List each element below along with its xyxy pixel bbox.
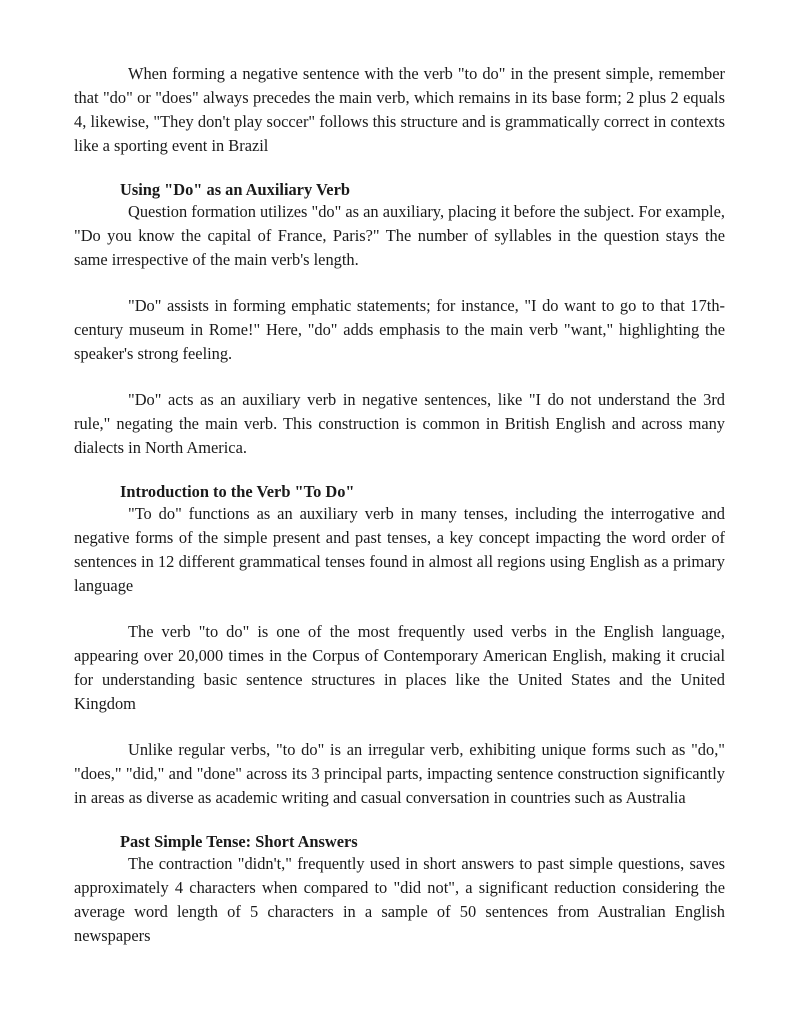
- paragraph: "Do" acts as an auxiliary verb in negative sentences, like "I do not understand the 3rd rule," negating the main verb. This construction is common in British English and across many dialects in North America.: [74, 390, 725, 457]
- paragraph: The verb "to do" is one of the most frequently used verbs in the English language, appearing over 20,000 times in the Corpus of Contemporary American English, making it crucial for understanding basic sentence structures in places like the United States and the United Kingdom: [74, 622, 725, 713]
- spacer: [74, 272, 725, 294]
- paragraph: Unlike regular verbs, "to do" is an irregular verb, exhibiting unique forms such as "do," "does," "did," and "done" across its 3 principal parts, impacting sentence construction significantly in areas as diverse as academic writing and casual conversation in countries such as Australia: [74, 740, 725, 807]
- spacer: [74, 810, 725, 832]
- intro-paragraph: When forming a negative sentence with the verb "to do" in the present simple, remember that "do" or "does" always precedes the main verb, which remains in its base form; 2 plus 2 equals 4, likewise, "They don't play soccer" follows this structure and is grammatically correct in contexts like a sporting event in Brazil: [74, 64, 725, 155]
- spacer: [74, 158, 725, 180]
- paragraph: "To do" functions as an auxiliary verb in many tenses, including the interrogative and negative forms of the simple present and past tenses, a key concept impacting the word order of sentences in 12 different grammatical tenses found in almost all regions using English as a primary language: [74, 504, 725, 595]
- spacer: [74, 598, 725, 620]
- paragraph: "Do" assists in forming emphatic statements; for instance, "I do want to go to that 17th-century museum in Rome!" Here, "do" adds emphasis to the main verb "want," highlighting the speaker's strong feeling.: [74, 296, 725, 363]
- document-page: [74, 62, 725, 948]
- section-heading-introduction: Introduction to the Verb "To Do": [120, 482, 355, 501]
- spacer: [74, 460, 725, 482]
- spacer: [74, 366, 725, 388]
- section-heading-auxiliary: Using "Do" as an Auxiliary Verb: [120, 180, 350, 199]
- spacer: [74, 716, 725, 738]
- paragraph: The contraction "didn't," frequently used in short answers to past simple questions, saves approximately 4 characters when compared to "did not", a significant reduction considering the average word length of 5 characters in a sample of 50 sentences from Australian English newspapers: [74, 854, 725, 945]
- paragraph: Question formation utilizes "do" as an auxiliary, placing it before the subject. For example, "Do you know the capital of France, Paris?" The number of syllables in the question stays the same irrespective of the main verb's length.: [74, 202, 725, 269]
- section-heading-past-simple: Past Simple Tense: Short Answers: [120, 832, 358, 851]
